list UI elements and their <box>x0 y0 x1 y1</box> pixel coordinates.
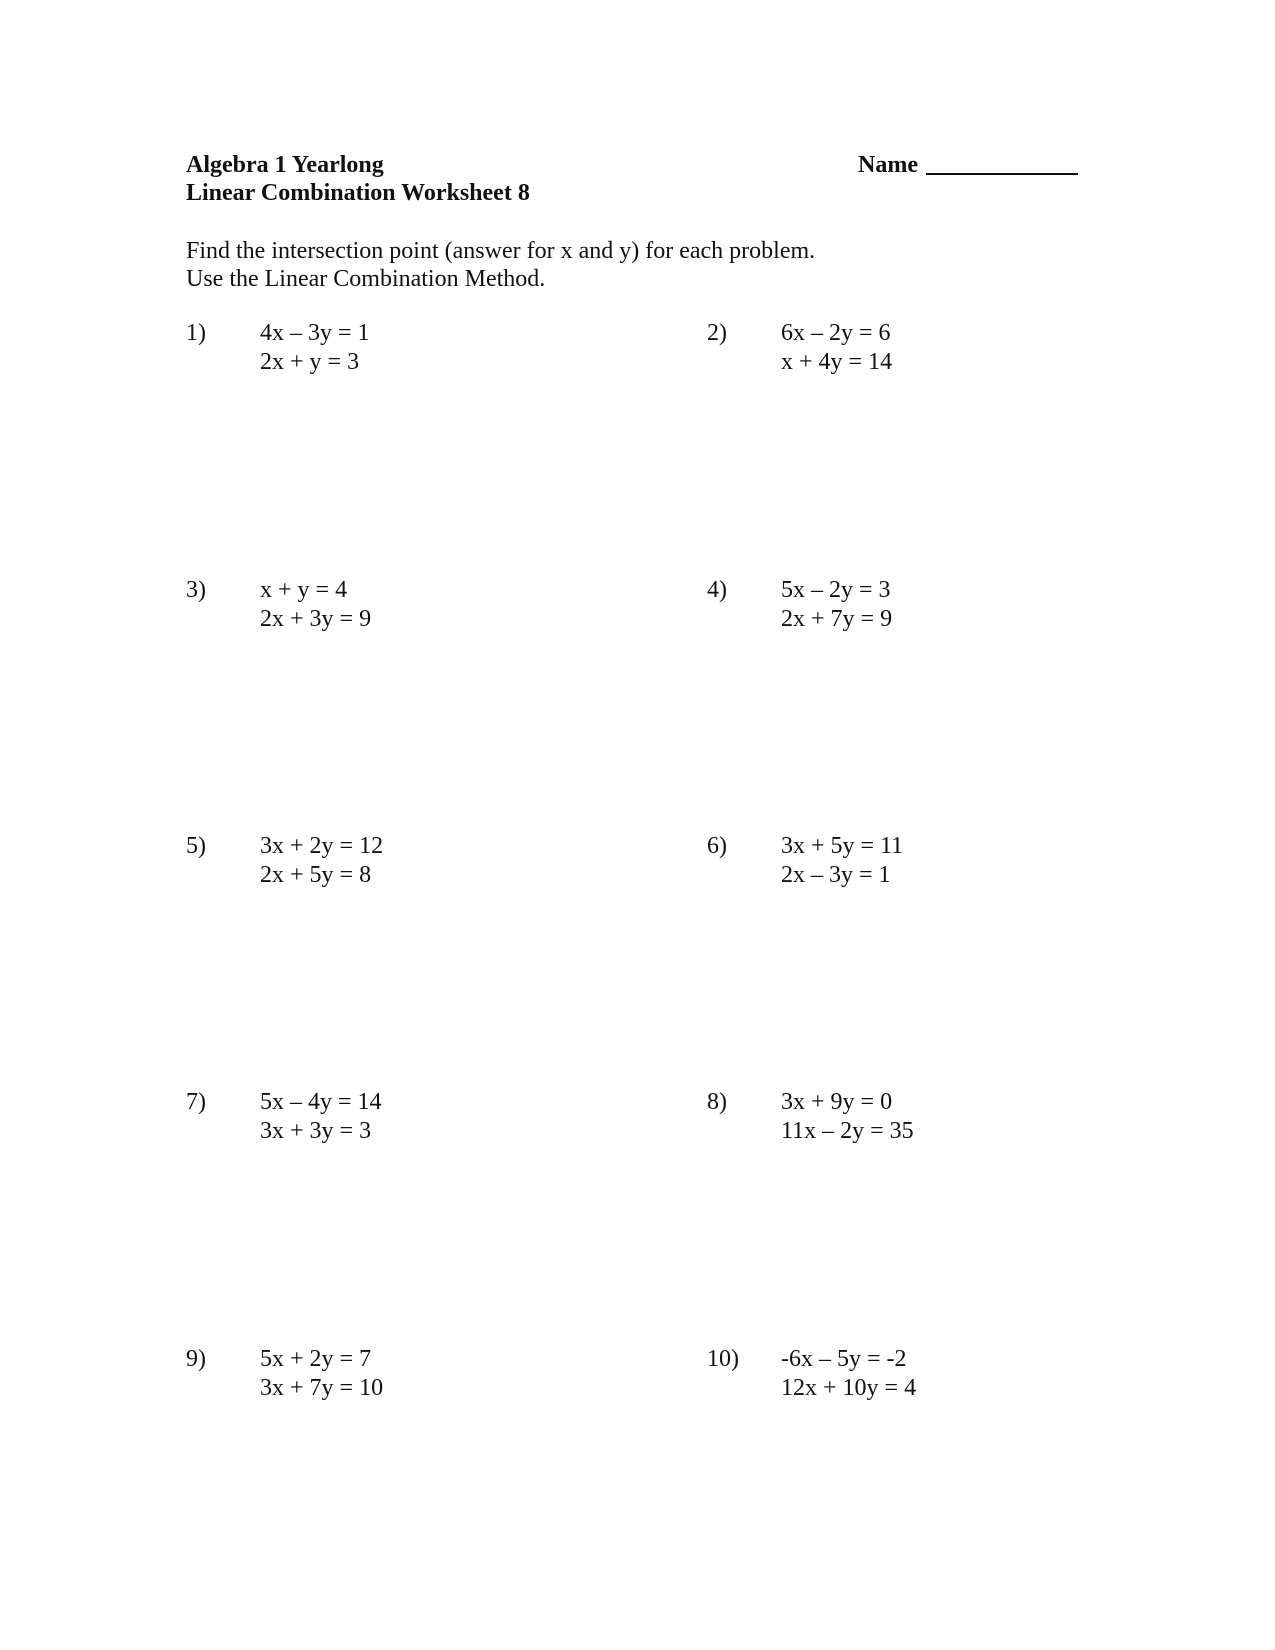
equation-2: x + 4y = 14 <box>781 349 893 375</box>
name-blank-line[interactable] <box>926 151 1078 175</box>
equation-2: 2x – 3y = 1 <box>781 862 891 888</box>
instruction-line: Find the intersection point (answer for x and y) for each problem. <box>186 238 816 264</box>
equation-2: 3x + 7y = 10 <box>260 1375 384 1401</box>
equation-1: 5x – 4y = 14 <box>260 1089 382 1115</box>
equation-1: -6x – 5y = -2 <box>781 1346 907 1372</box>
problem-number: 6) <box>707 833 727 859</box>
problem-number: 2) <box>707 320 727 346</box>
equation-1: 4x – 3y = 1 <box>260 320 370 346</box>
equation-2: 3x + 3y = 3 <box>260 1118 372 1144</box>
equation-1: x + y = 4 <box>260 577 348 603</box>
worksheet-title: Linear Combination Worksheet 8 <box>186 180 530 206</box>
equation-2: 2x + y = 3 <box>260 349 360 375</box>
equation-1: 3x + 5y = 11 <box>781 833 904 859</box>
equation-1: 6x – 2y = 6 <box>781 320 891 346</box>
equation-2: 2x + 5y = 8 <box>260 862 372 888</box>
problem-number: 10) <box>707 1346 739 1372</box>
problem-number: 9) <box>186 1346 206 1372</box>
name-label: Name <box>858 152 918 178</box>
problem-number: 8) <box>707 1089 727 1115</box>
course-title: Algebra 1 Yearlong <box>186 152 384 178</box>
equation-1: 3x + 2y = 12 <box>260 833 384 859</box>
instruction-line: Use the Linear Combination Method. <box>186 266 546 292</box>
equation-2: 2x + 7y = 9 <box>781 606 893 632</box>
name-field <box>858 151 1078 179</box>
problem-number: 3) <box>186 577 206 603</box>
equation-1: 5x – 2y = 3 <box>781 577 891 603</box>
equation-1: 3x + 9y = 0 <box>781 1089 893 1115</box>
problem-number: 5) <box>186 833 206 859</box>
equation-2: 11x – 2y = 35 <box>781 1118 914 1144</box>
problem-number: 7) <box>186 1089 206 1115</box>
equation-1: 5x + 2y = 7 <box>260 1346 372 1372</box>
equation-2: 2x + 3y = 9 <box>260 606 372 632</box>
problem-number: 4) <box>707 577 727 603</box>
equation-2: 12x + 10y = 4 <box>781 1375 917 1401</box>
problem-number: 1) <box>186 320 206 346</box>
